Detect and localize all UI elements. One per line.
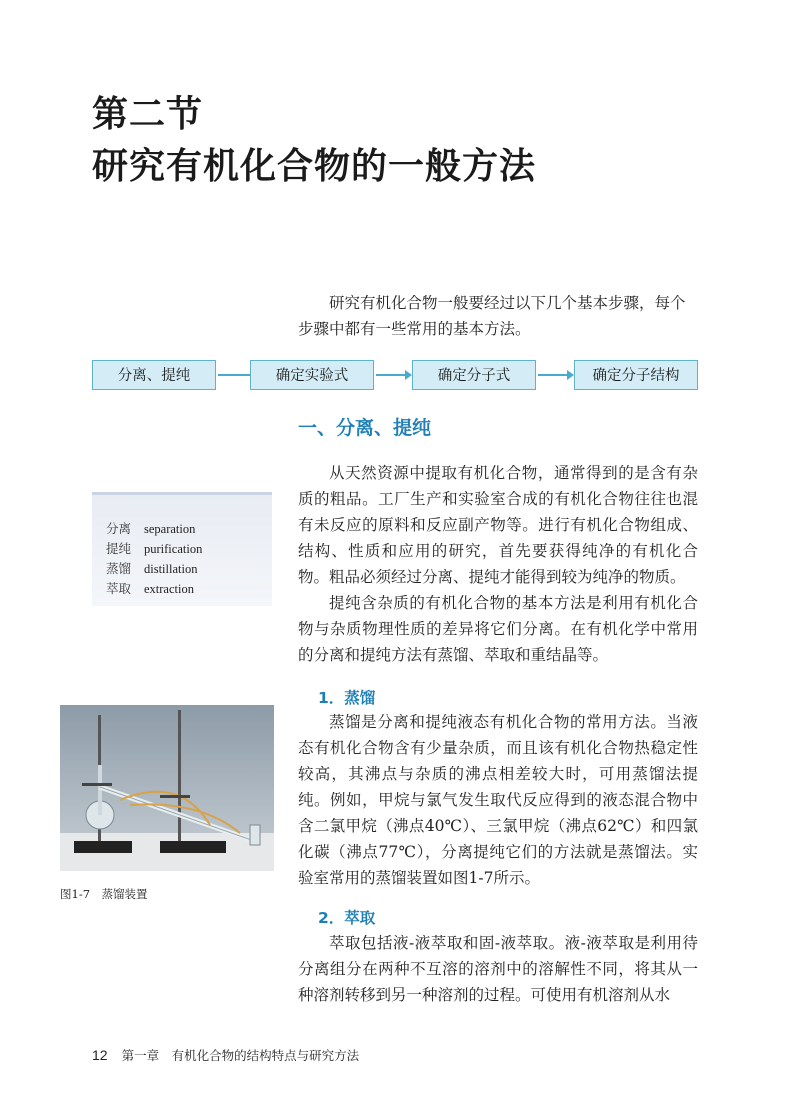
distillation-paragraph: 蒸馏是分离和提纯液态有机化合物的常用方法。当液态有机化合物含有少量杂质，而且该有机化合物热稳定性较高，其沸点与杂质的沸点相差较大时，可用蒸馏法提纯。例如，甲烷与氯气发生取代反应得到的液态混合物中含二氯甲烷（沸点40℃）、三氯甲烷（沸点62℃）和四氯化碳（沸点77℃），分离提纯它们的方法就是蒸馏法。实验室常用的蒸馏装置如图1-7所示。 (298, 713, 698, 887)
flow-arrow-3 (538, 374, 568, 376)
section-title: 研究有机化合物的一般方法 (92, 145, 537, 187)
section-number: 第二节 (92, 93, 204, 135)
page-number: 12 (92, 1047, 108, 1063)
vocab-item: 蒸馏 distillation (106, 561, 198, 576)
chapter-title: 第一章 有机化合物的结构特点与研究方法 (121, 1048, 360, 1063)
vocab-item: 萃取 extraction (106, 581, 194, 596)
subsection-heading-distillation: 1．蒸馏 (318, 689, 376, 707)
intro-paragraph: 研究有机化合物一般要经过以下几个基本步骤，每个步骤中都有一些常用的基本方法。 (298, 294, 686, 338)
flow-arrow-2 (376, 374, 406, 376)
flow-step-1: 分离、提纯 (92, 360, 216, 390)
page-footer (92, 1046, 359, 1064)
flow-step-4: 确定分子结构 (574, 360, 698, 390)
section1-paragraph-1: 从天然资源中提取有机化合物，通常得到的是含有杂质的粗品。工厂生产和实验室合成的有机化合物往往也混有未反应的原料和反应副产物等。进行有机化合物组成、结构、性质和应用的研究，首先要获得纯净的有机化合物。粗品必须经过分离、提纯才能得到较为纯净的物质。 (298, 464, 698, 586)
flow-step-2: 确定实验式 (250, 360, 374, 390)
flow-step-3: 确定分子式 (412, 360, 536, 390)
distillation-apparatus-photo (60, 705, 274, 871)
extraction-paragraph: 萃取包括液-液萃取和固-液萃取。液-液萃取是利用待分离组分在两种不互溶的溶剂中的溶解性不同，将其从一种溶剂转移到另一种溶剂的过程。可使用有机溶剂从水 (298, 934, 698, 1004)
vocabulary-box (92, 492, 272, 606)
section-heading-separation: 一、分离、提纯 (298, 417, 432, 439)
vocab-item: 分离 separation (106, 521, 196, 536)
page-title (92, 88, 536, 192)
section1-paragraph-2: 提纯含杂质的有机化合物的基本方法是利用有机化合物与杂质物理性质的差异将它们分离。在有机化学中常用的分离和提纯方法有蒸馏、萃取和重结晶等。 (298, 594, 698, 664)
subsection-heading-extraction: 2．萃取 (318, 909, 376, 927)
process-flowchart (92, 360, 698, 392)
vocab-item: 提纯 purification (106, 541, 203, 556)
section1-body (298, 460, 698, 668)
figure-caption: 图1-7 蒸馏装置 (60, 887, 148, 901)
